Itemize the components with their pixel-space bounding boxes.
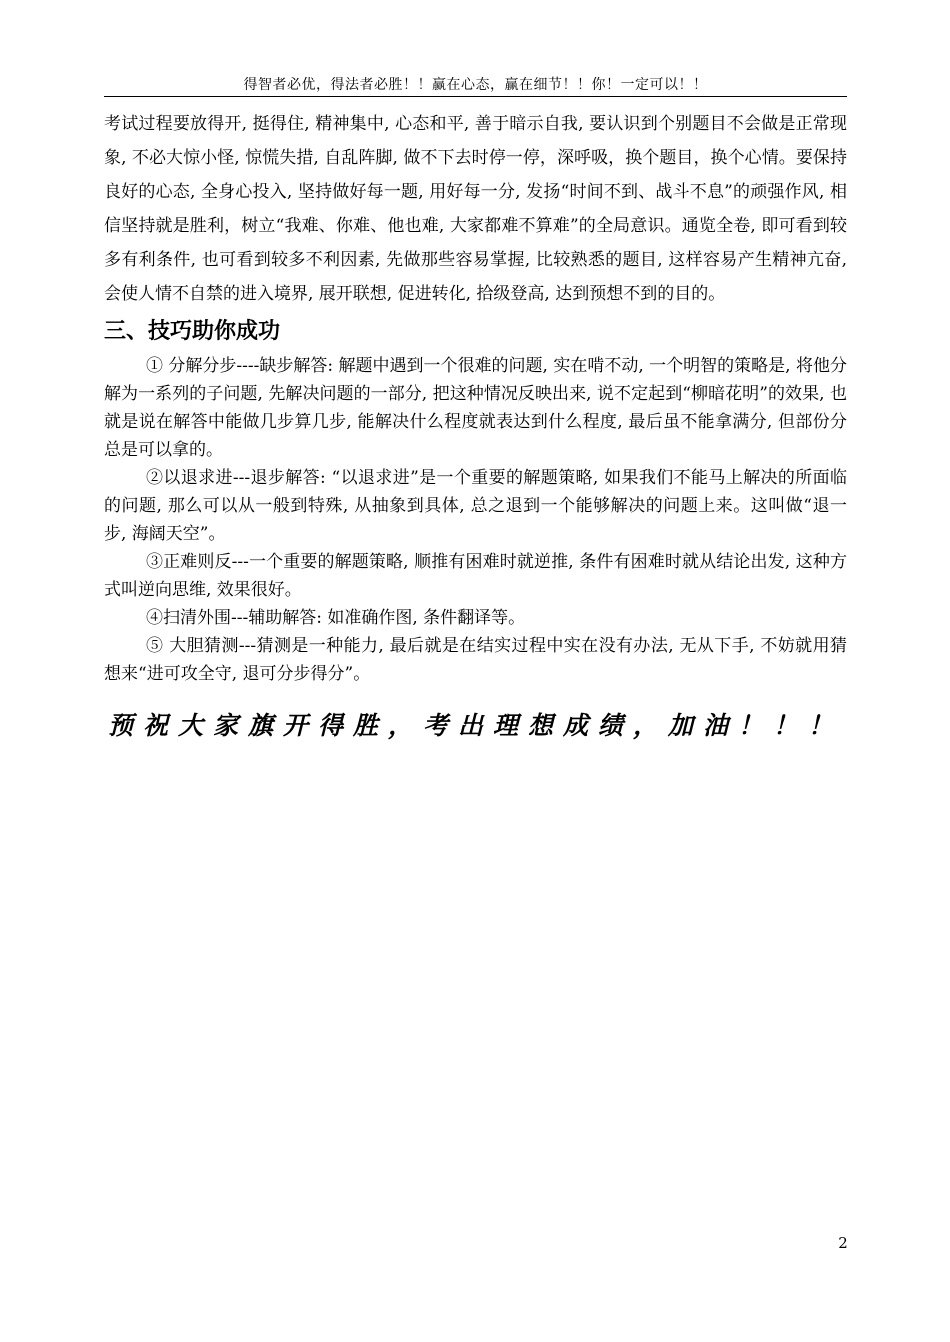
tip-item-2: ②以退求进---退步解答: “以退求进”是一个重要的解题策略, 如果我们不能马上解决的所面临的问题, 那么可以从一般到特殊, 从抽象到具体, 总之退到一个能够解决的问题上来。这叫做“退一步, 海阔天空”。: [104, 468, 847, 544]
header-divider: [104, 96, 847, 97]
tips-list: [104, 352, 847, 688]
page-body: [104, 107, 847, 746]
section-title: 三、技巧助你成功: [104, 319, 281, 344]
tip-item-3: ③正难则反---一个重要的解题策略, 顺推有困难时就逆推, 条件有困难时就从结论出发, 这种方式叫逆向思维, 效果很好。: [104, 552, 847, 600]
tip-item-1: ① 分解分步----缺步解答: 解题中遇到一个很难的问题, 实在啃不动, 一个明智的策略是, 将他分解为一系列的子问题, 先解决问题的一部分, 把这种情况反映出来, 说不定起到“柳暗花明”的效果, 也就是说在解答中能做几步算几步, 能解决什么程度就表达到什么程度, 最后虽不能拿满分, 但部份分总是可以拿的。: [104, 356, 847, 460]
page-number: 2: [838, 1234, 848, 1252]
page-header: 得智者必优，得法者必胜！！赢在心态，赢在细节！！你！一定可以！！: [243, 77, 708, 93]
tip-item-4: ④扫清外围---辅助解答: 如准确作图, 条件翻译等。: [146, 608, 526, 628]
intro-paragraph: 考试过程要放得开, 挺得住, 精神集中, 心态和平, 善于暗示自我, 要认识到个别题目不会做是正常现象, 不必大惊小怪, 惊慌失措, 自乱阵脚, 做不下去时停一停，深呼吸，换个题目，换个心情。要保持良好的心态, 全身心投入, 坚持做好每一题, 用好每一分, 发扬“时间不到、战斗不息”的顽强作风, 相信坚持就是胜利，树立“我难、你难、他也难, 大家都难不算难”的全局意识。通览全卷, 即可看到较多有利条件, 也可看到较多不利因素, 先做那些容易掌握, 比较熟悉的题目, 这样容易产生精神亢奋, 会使人情不自禁的进入境界, 展开联想, 促进转化, 拾级登高, 达到预想不到的目的。: [104, 114, 847, 304]
tip-item-5: ⑤ 大胆猜测---猜测是一种能力, 最后就是在结实过程中实在没有办法, 无从下手, 不妨就用猜想来“进可攻全守, 退可分步得分”。: [104, 636, 847, 684]
closing-slogan: 预祝大家旗开得胜，考出理想成绩，加油！！！: [107, 711, 843, 740]
